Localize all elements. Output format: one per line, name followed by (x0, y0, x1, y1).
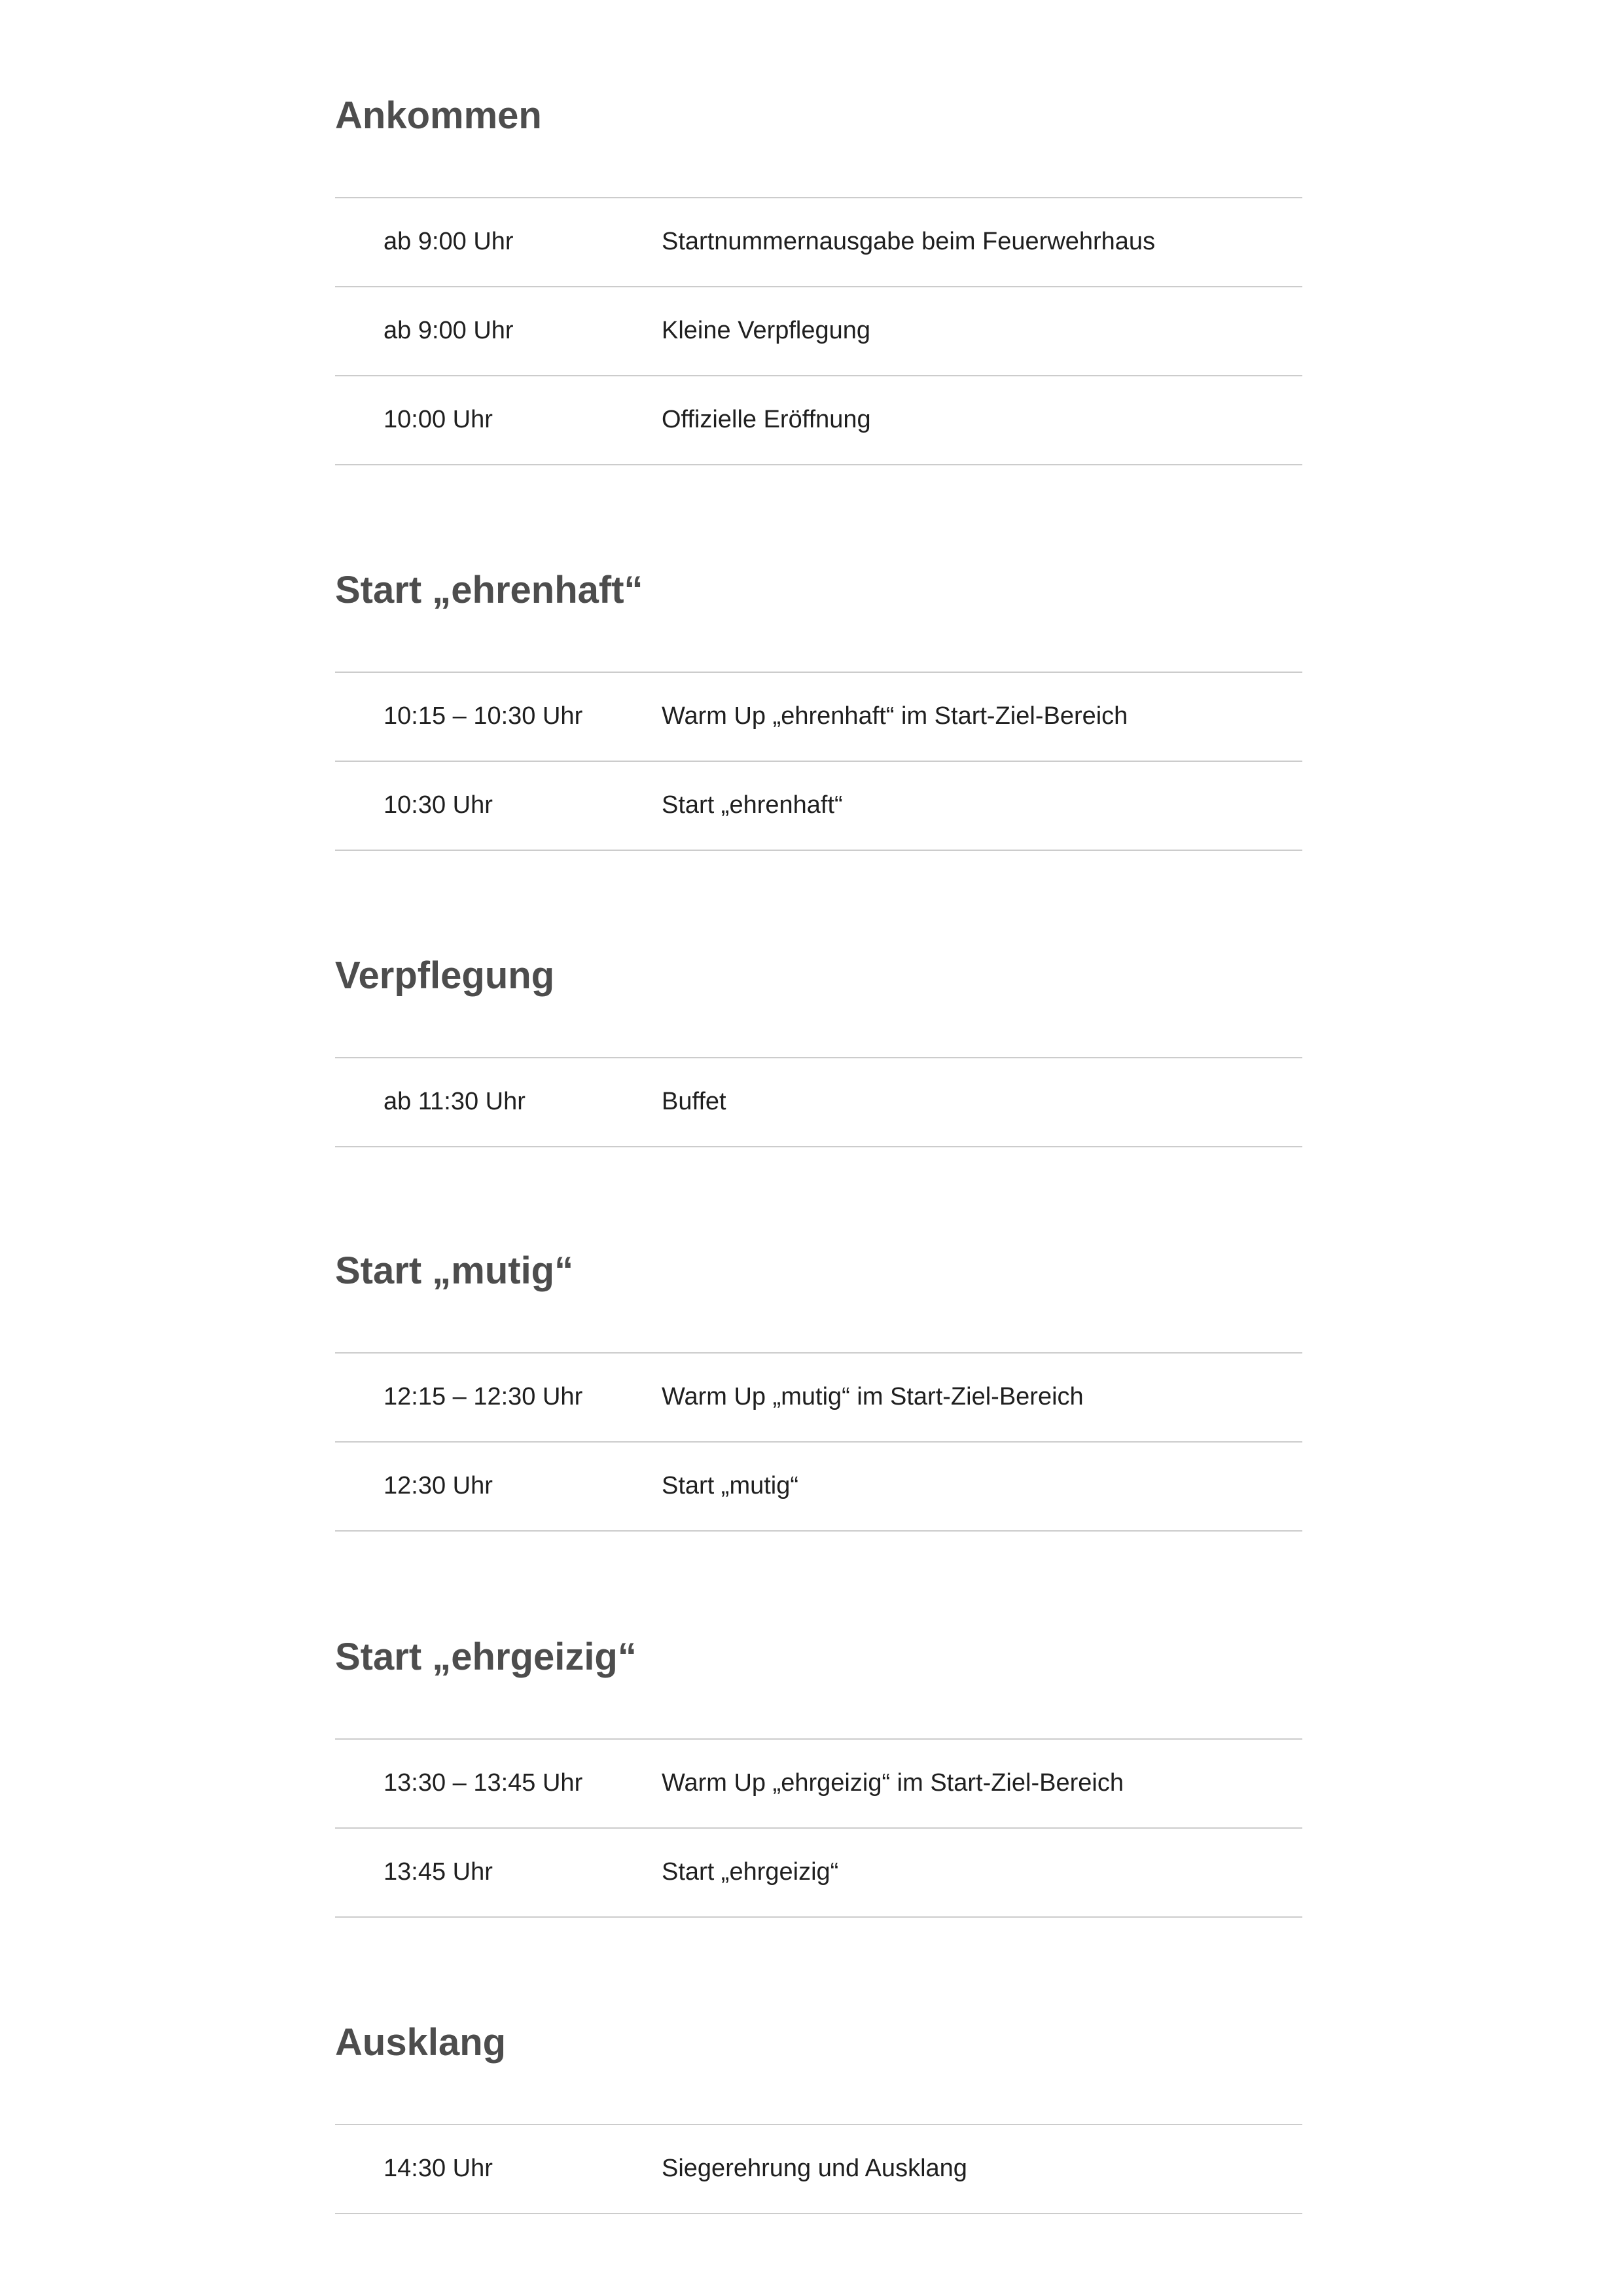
event-cell: Kleine Verpflegung (662, 317, 871, 344)
time-cell: ab 9:00 Uhr (383, 228, 514, 255)
event-cell: Start „mutig“ (662, 1472, 799, 1499)
section-title: Verpflegung (335, 954, 555, 997)
time-cell: 10:15 – 10:30 Uhr (383, 702, 583, 730)
event-cell: Start „ehrgeizig“ (662, 1858, 839, 1886)
event-cell: Buffet (662, 1088, 726, 1115)
table-row (335, 198, 1302, 287)
table-row (335, 376, 1302, 465)
table-row (335, 1740, 1302, 1829)
section-title: Ausklang (335, 2021, 507, 2064)
section-title: Start „ehrgeizig“ (335, 1636, 637, 1678)
section-title: Start „ehrenhaft“ (335, 569, 643, 611)
table-row (335, 762, 1302, 851)
schedule-table (335, 2124, 1302, 2214)
section-title: Ankommen (335, 94, 542, 137)
time-cell: 13:30 – 13:45 Uhr (383, 1769, 583, 1797)
event-cell: Startnummernausgabe beim Feuerwehrhaus (662, 228, 1156, 255)
event-cell: Warm Up „mutig“ im Start-Ziel-Bereich (662, 1383, 1084, 1410)
schedule-table (335, 1057, 1302, 1147)
event-cell: Start „ehrenhaft“ (662, 791, 843, 819)
time-cell: 10:00 Uhr (383, 406, 493, 433)
schedule-table (335, 197, 1302, 465)
table-row (335, 1354, 1302, 1443)
table-row (335, 287, 1302, 376)
time-cell: ab 9:00 Uhr (383, 317, 514, 344)
time-cell: ab 11:30 Uhr (383, 1088, 526, 1115)
section-title: Start „mutig“ (335, 1249, 574, 1292)
table-row (335, 673, 1302, 762)
event-cell: Warm Up „ehrgeizig“ im Start-Ziel-Bereich (662, 1769, 1124, 1797)
event-cell: Warm Up „ehrenhaft“ im Start-Ziel-Bereich (662, 702, 1128, 730)
schedule-table (335, 1352, 1302, 1532)
time-cell: 14:30 Uhr (383, 2155, 493, 2182)
schedule-table (335, 1738, 1302, 1918)
time-cell: 12:30 Uhr (383, 1472, 493, 1499)
table-row (335, 2125, 1302, 2214)
schedule-page (335, 0, 1302, 2296)
time-cell: 12:15 – 12:30 Uhr (383, 1383, 583, 1410)
table-row (335, 1058, 1302, 1147)
schedule-table (335, 672, 1302, 851)
time-cell: 13:45 Uhr (383, 1858, 493, 1886)
event-cell: Siegerehrung und Ausklang (662, 2155, 967, 2182)
table-row (335, 1829, 1302, 1918)
table-row (335, 1443, 1302, 1532)
event-cell: Offizielle Eröffnung (662, 406, 871, 433)
time-cell: 10:30 Uhr (383, 791, 493, 819)
